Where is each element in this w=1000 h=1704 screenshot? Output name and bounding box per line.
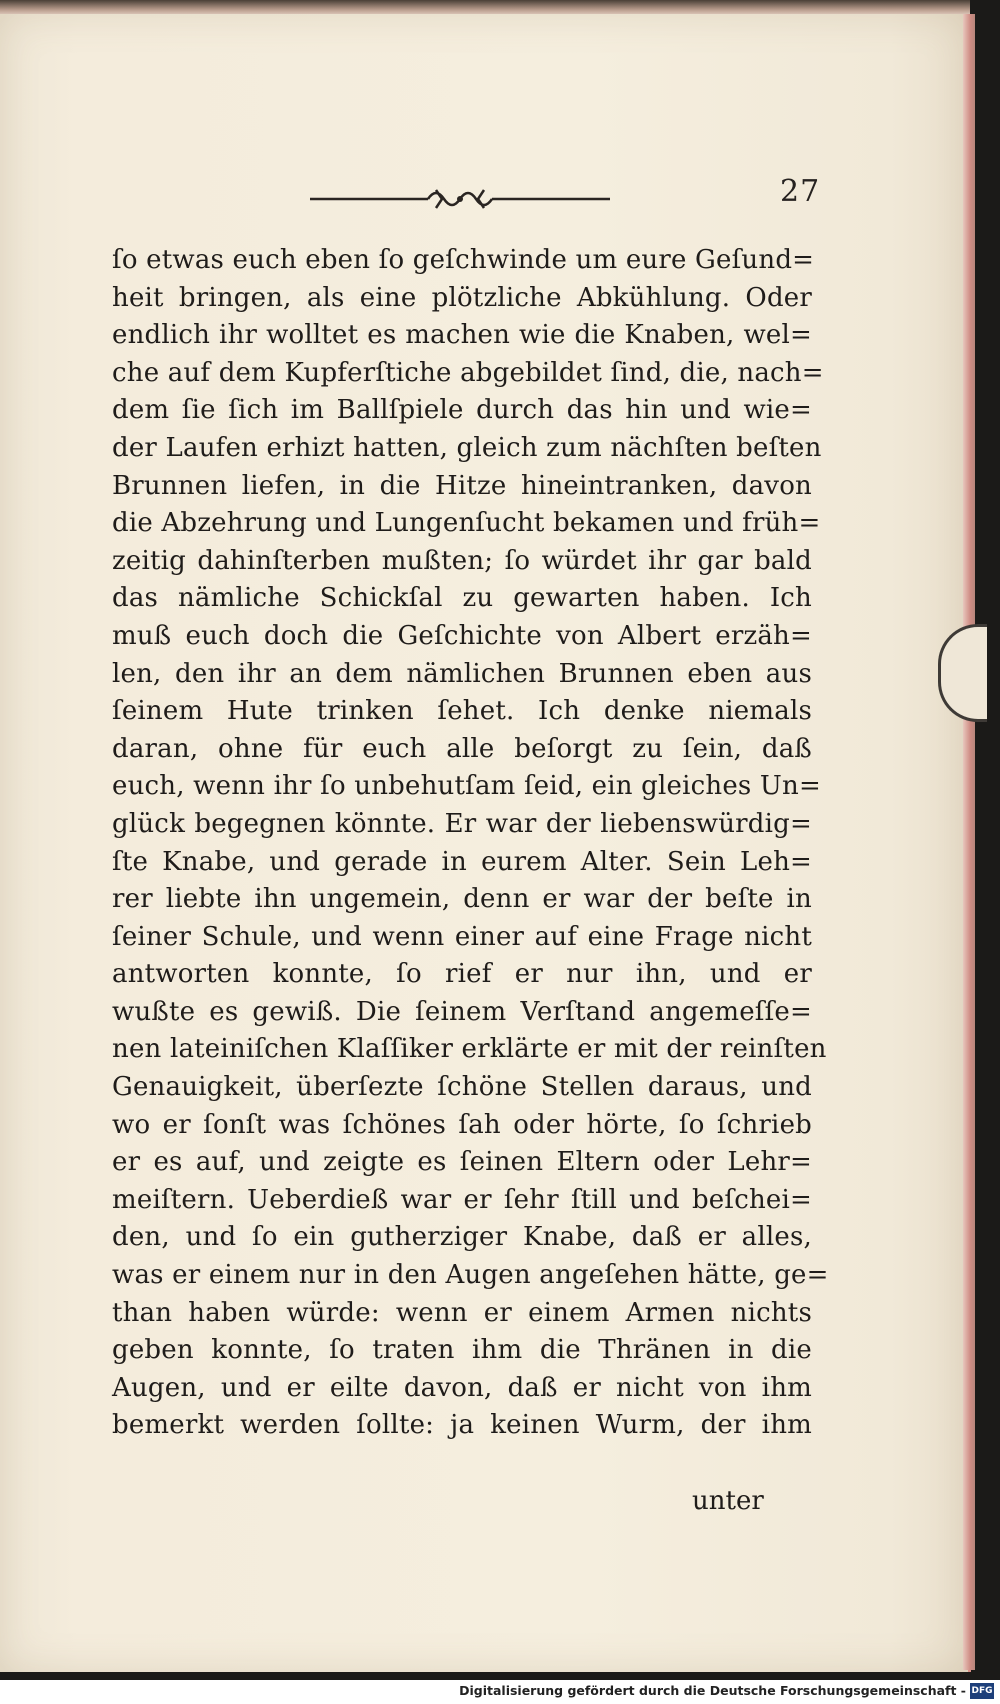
body-text bbox=[112, 242, 829, 1445]
text-line: ſte Knabe, und gerade in eurem Alter. Sein Leh= bbox=[112, 846, 812, 877]
text-line: was er einem nur in den Augen angeſehen hätte, ge= bbox=[112, 1260, 829, 1291]
text-line: len, den ihr an dem nämlichen Brunnen eben aus bbox=[112, 658, 812, 689]
text-line: nen lateiniſchen Klaſſiker erklärte er mit der reinſten bbox=[112, 1034, 827, 1065]
text-line: bemerkt werden ſollte: ja keinen Wurm, der ihm bbox=[112, 1410, 812, 1441]
footer-bar bbox=[0, 1680, 1000, 1704]
page-fore-edge bbox=[963, 14, 975, 1670]
funding-credit: Digitalisierung gefördert durch die Deutsche Forschungsgemeinschaft - bbox=[459, 1683, 966, 1698]
header-ornament-icon bbox=[310, 184, 610, 214]
text-line: antworten konnte, ſo rief er nur ihn, und er bbox=[112, 959, 812, 990]
text-line: die Abzehrung und Lungenſucht bekamen und früh= bbox=[112, 508, 821, 539]
text-line: geben konnte, ſo traten ihm die Thränen in die bbox=[112, 1335, 812, 1366]
text-line: rer liebte ihn ungemein, denn er war der beſte in bbox=[112, 884, 812, 915]
text-line: ſeiner Schule, und wenn einer auf eine Frage nicht bbox=[112, 921, 812, 952]
text-line: Augen, und er eilte davon, daß er nicht von ihm bbox=[112, 1372, 812, 1403]
book-page bbox=[0, 14, 971, 1672]
catchword: unter bbox=[692, 1486, 764, 1516]
text-line: ſo etwas euch eben ſo geſchwinde um eure Geſund= bbox=[112, 245, 815, 275]
text-line: Brunnen liefen, in die Hitze hineintranken, davon bbox=[112, 470, 812, 501]
text-line: der Laufen erhizt hatten, gleich zum nächſten beſten bbox=[112, 432, 822, 463]
text-line: dem ſie ſich im Ballſpiele durch das hin und wie= bbox=[112, 395, 812, 426]
text-line: er es auf, und zeigte es ſeinen Eltern oder Lehr= bbox=[112, 1147, 812, 1178]
text-line: meiſtern. Ueberdieß war er ſehr ſtill und beſchei= bbox=[112, 1184, 812, 1215]
text-line: muß euch doch die Geſchichte von Albert erzäh= bbox=[112, 620, 812, 651]
text-line: wo er ſonſt was ſchönes ſah oder hörte, ſo ſchrieb bbox=[112, 1109, 812, 1140]
text-line: den, und ſo ein gutherziger Knabe, daß er alles, bbox=[112, 1222, 812, 1253]
text-line: wußte es gewiß. Die ſeinem Verſtand angemeſſe= bbox=[112, 996, 812, 1027]
text-line: than haben würde: wenn er einem Armen nichts bbox=[112, 1297, 812, 1328]
text-line: che auf dem Kupferſtiche abgebildet ſind, die, nach= bbox=[112, 357, 824, 388]
text-line: glück begegnen könnte. Er war der liebenswürdig= bbox=[112, 808, 812, 839]
text-line: Genauigkeit, überſezte ſchöne Stellen daraus, und bbox=[112, 1072, 812, 1103]
text-line: ſeinem Hute trinken ſehet. Ich denke niemals bbox=[112, 696, 812, 727]
text-line: euch, wenn ihr ſo unbehutſam ſeid, ein gleiches Un= bbox=[112, 771, 821, 802]
text-line: zeitig dahinſterben mußten; ſo würdet ihr gar bald bbox=[112, 545, 812, 576]
text-line: daran, ohne für euch alle beſorgt zu ſein, daß bbox=[112, 733, 812, 764]
text-line: endlich ihr wolltet es machen wie die Knaben, wel= bbox=[112, 320, 812, 351]
page-number: 27 bbox=[780, 174, 821, 209]
dfg-logo: DFG bbox=[970, 1683, 994, 1699]
text-line: heit bringen, als eine plötzliche Abkühlung. Oder bbox=[112, 282, 812, 313]
text-line: das nämliche Schickſal zu gewarten haben. Ich bbox=[112, 583, 812, 614]
